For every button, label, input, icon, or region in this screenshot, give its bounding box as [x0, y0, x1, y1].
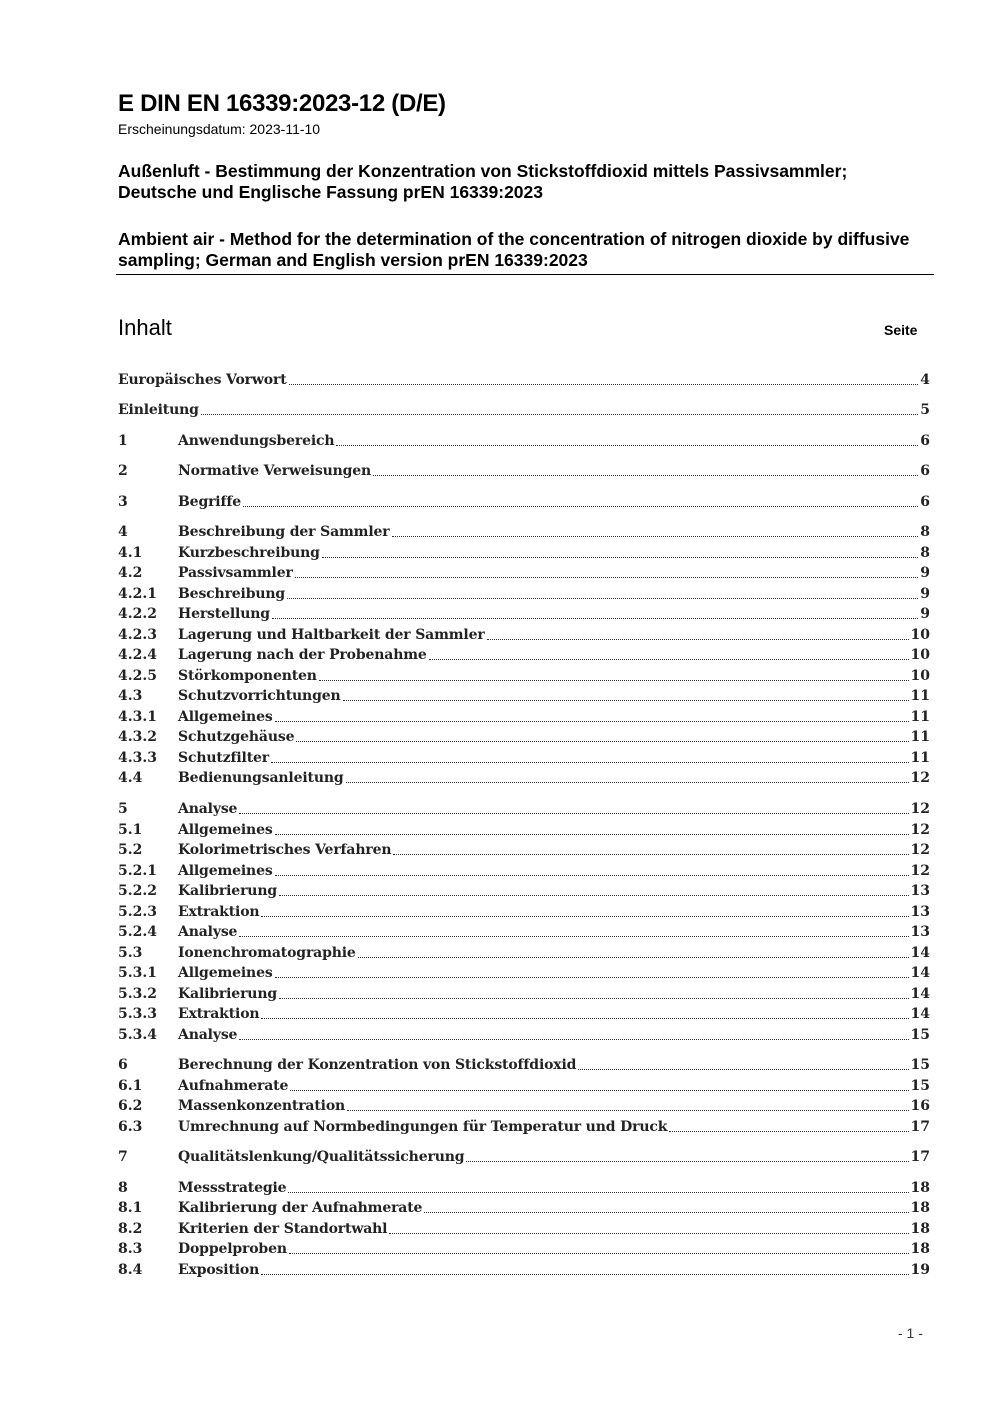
toc-dot-leader	[272, 618, 918, 619]
toc-entry-label: Lagerung und Haltbarkeit der Sammler	[178, 627, 485, 643]
toc-entry[interactable]	[118, 840, 930, 860]
toc-dot-leader	[358, 957, 909, 958]
toc-entry-label: Einleitung	[118, 402, 199, 418]
toc-entry-label: Ionenchromatographie	[178, 945, 356, 961]
toc-dot-leader	[288, 1192, 908, 1193]
toc-entry-label: Allgemeines	[178, 822, 273, 838]
toc-dot-leader	[261, 1018, 908, 1019]
toc-entry[interactable]	[118, 1076, 930, 1096]
toc-dot-leader	[243, 506, 918, 507]
toc-entry[interactable]	[118, 431, 930, 451]
toc-entry[interactable]	[118, 543, 930, 563]
toc-entry[interactable]	[118, 902, 930, 922]
toc-entry[interactable]	[118, 522, 930, 542]
toc-dot-leader	[295, 577, 919, 578]
toc-entry-number: 4.4	[118, 770, 143, 786]
toc-entry-page: 15	[910, 1057, 930, 1073]
page-number: - 1 -	[898, 1325, 923, 1341]
toc-entry-page: 14	[910, 945, 930, 961]
toc-entry-number: 5.2.3	[118, 904, 157, 920]
toc-dot-leader	[429, 659, 909, 660]
toc-entry-page: 12	[910, 801, 930, 817]
toc-entry[interactable]	[118, 563, 930, 583]
toc-entry-page: 17	[910, 1149, 930, 1165]
toc-dot-leader	[343, 700, 909, 701]
toc-entry-label: Kalibrierung der Aufnahmerate	[178, 1200, 423, 1216]
toc-dot-leader	[669, 1131, 908, 1132]
toc-dot-leader	[239, 1039, 908, 1040]
toc-entry-page: 9	[920, 586, 930, 602]
toc-entry[interactable]	[118, 881, 930, 901]
toc-dot-leader	[322, 557, 918, 558]
toc-dot-leader	[393, 854, 908, 855]
toc-entry[interactable]	[118, 666, 930, 686]
toc-dot-leader	[279, 895, 909, 896]
toc-entry[interactable]	[118, 1004, 930, 1024]
toc-entry-label: Normative Verweisungen	[178, 463, 372, 479]
toc-entry[interactable]	[118, 963, 930, 983]
toc-entry-label: Kolorimetrisches Verfahren	[178, 842, 392, 858]
toc-entry-number: 8.1	[118, 1200, 143, 1216]
toc-entry-number: 6.3	[118, 1119, 143, 1135]
toc-entry-page: 12	[910, 822, 930, 838]
toc-entry-label: Schutzvorrichtungen	[178, 688, 341, 704]
toc-entry[interactable]	[118, 1055, 930, 1075]
toc-entry-page: 14	[910, 986, 930, 1002]
toc-entry-label: Messstrategie	[178, 1180, 287, 1196]
toc-dot-leader	[392, 536, 919, 537]
toc-entry-label: Analyse	[178, 1027, 238, 1043]
toc-page-column-label: Seite	[884, 322, 918, 338]
toc-entry[interactable]	[118, 625, 930, 645]
toc-entry-number: 4.2.1	[118, 586, 157, 602]
toc-entry-number: 6.1	[118, 1078, 143, 1094]
toc-dot-leader	[336, 445, 918, 446]
toc-entry-page: 12	[910, 863, 930, 879]
toc-dot-leader	[346, 782, 909, 783]
toc-dot-leader	[578, 1069, 908, 1070]
toc-entry-label: Bedienungsanleitung	[178, 770, 344, 786]
toc-entry[interactable]	[118, 768, 930, 788]
toc-dot-leader	[373, 475, 918, 476]
toc-entry[interactable]	[118, 584, 930, 604]
toc-entry-number: 4.2.5	[118, 668, 157, 684]
toc-entry-number: 8.4	[118, 1262, 143, 1278]
toc-entry-label: Doppelproben	[178, 1241, 287, 1257]
toc-entry-label: Umrechnung auf Normbedingungen für Temperatur und Druck	[178, 1119, 668, 1135]
toc-entry-page: 10	[910, 647, 930, 663]
toc-entry-page: 13	[910, 904, 930, 920]
toc-entry-page: 16	[910, 1098, 930, 1114]
toc-entry-label: Exposition	[178, 1262, 260, 1278]
toc-entry-number: 4.2.2	[118, 606, 157, 622]
toc-entry[interactable]	[118, 1025, 930, 1045]
toc-dot-leader	[319, 680, 909, 681]
toc-entry-page: 9	[920, 606, 930, 622]
toc-entry-page: 4	[920, 372, 930, 388]
toc-entry-page: 12	[910, 842, 930, 858]
toc-dot-leader	[201, 414, 918, 415]
toc-entry-page: 8	[920, 545, 930, 561]
toc-entry-page: 11	[910, 729, 930, 745]
toc-entry[interactable]	[118, 748, 930, 768]
toc-entry-page: 15	[910, 1027, 930, 1043]
toc-entry[interactable]	[118, 984, 930, 1004]
toc-dot-leader	[239, 813, 908, 814]
toc-entry-number: 1	[118, 433, 128, 449]
toc-entry[interactable]	[118, 799, 930, 819]
toc-entry[interactable]	[118, 1096, 930, 1116]
toc-dot-leader	[279, 998, 909, 999]
toc-entry[interactable]	[118, 645, 930, 665]
toc-entry-number: 5.3.1	[118, 965, 157, 981]
toc-entry[interactable]	[118, 1178, 930, 1198]
toc-entry-label: Kriterien der Standortwahl	[178, 1221, 388, 1237]
toc-entry-label: Qualitätslenkung/Qualitätssicherung	[178, 1149, 465, 1165]
toc-entry-page: 11	[910, 750, 930, 766]
toc-entry[interactable]	[118, 1239, 930, 1259]
toc-entry[interactable]	[118, 707, 930, 727]
toc-dot-leader	[287, 598, 918, 599]
toc-entry[interactable]	[118, 922, 930, 942]
toc-entry[interactable]	[118, 1147, 930, 1167]
toc-dot-leader	[275, 834, 909, 835]
toc-entry-page: 6	[920, 433, 930, 449]
toc-entry-label: Analyse	[178, 924, 238, 940]
toc-entry-label: Allgemeines	[178, 863, 273, 879]
toc-entry-label: Beschreibung	[178, 586, 286, 602]
toc-entry-label: Schutzgehäuse	[178, 729, 295, 745]
toc-dot-leader	[271, 762, 908, 763]
toc-entry-number: 4.3.3	[118, 750, 157, 766]
toc-entry-number: 4.2	[118, 565, 143, 581]
toc-entry-label: Kalibrierung	[178, 883, 277, 899]
toc-entry-page: 14	[910, 1006, 930, 1022]
toc-entry-label: Massenkonzentration	[178, 1098, 346, 1114]
toc-entry[interactable]	[118, 1117, 930, 1137]
toc-entry-label: Herstellung	[178, 606, 270, 622]
toc-dot-leader	[289, 384, 919, 385]
toc-entry-label: Beschreibung der Sammler	[178, 524, 390, 540]
toc-entry-number: 8.2	[118, 1221, 143, 1237]
toc-entry-page: 11	[910, 688, 930, 704]
toc-dot-leader	[389, 1233, 908, 1234]
toc-entry-page: 18	[910, 1221, 930, 1237]
toc-entry-page: 14	[910, 965, 930, 981]
toc-entry[interactable]	[118, 727, 930, 747]
toc-entry-page: 6	[920, 463, 930, 479]
toc-dot-leader	[275, 875, 909, 876]
toc-entry-label: Passivsammler	[178, 565, 293, 581]
toc-dot-leader	[239, 936, 908, 937]
header-divider	[116, 274, 934, 275]
toc-entry-number: 5.2.2	[118, 883, 157, 899]
toc-entry[interactable]	[118, 1260, 930, 1280]
toc-entry-label: Kalibrierung	[178, 986, 277, 1002]
toc-entry-page: 19	[910, 1262, 930, 1278]
toc-entry-page: 10	[910, 668, 930, 684]
toc-dot-leader	[466, 1161, 908, 1162]
title-german: Außenluft - Bestimmung der Konzentration von Stickstoffdioxid mittels Passivsammler; Deutsche und Englische Fassung prEN 16339:2023	[118, 161, 848, 202]
toc-entry-number: 5.2.1	[118, 863, 157, 879]
toc-dot-leader	[289, 1253, 909, 1254]
toc-entry-label: Störkomponenten	[178, 668, 317, 684]
toc-entry[interactable]	[118, 370, 930, 390]
toc-entry-page: 6	[920, 494, 930, 510]
toc-entry-label: Allgemeines	[178, 965, 273, 981]
toc-entry-number: 5.3	[118, 945, 143, 961]
toc-entry-number: 4.1	[118, 545, 143, 561]
toc-entry[interactable]	[118, 1198, 930, 1218]
toc-entry-number: 5.3.4	[118, 1027, 157, 1043]
toc-entry-number: 7	[118, 1149, 128, 1165]
toc-entry-number: 4	[118, 524, 128, 540]
toc-entry-label: Analyse	[178, 801, 238, 817]
toc-entry-label: Extraktion	[178, 1006, 260, 1022]
toc-entry-number: 4.2.4	[118, 647, 157, 663]
toc-heading: Inhalt	[118, 315, 172, 340]
toc-entry[interactable]	[118, 820, 930, 840]
title-english: Ambient air - Method for the determination of the concentration of nitrogen dioxide by diffusive sampling; German and English version prEN 16339:2023	[118, 229, 910, 270]
toc-entry-page: 13	[910, 924, 930, 940]
toc-entry-label: Kurzbeschreibung	[178, 545, 320, 561]
toc-entry[interactable]	[118, 492, 930, 512]
toc-entry-page: 17	[910, 1119, 930, 1135]
publication-date: Erscheinungsdatum: 2023-11-10	[118, 121, 321, 137]
toc-entry-page: 13	[910, 883, 930, 899]
toc-entry[interactable]	[118, 686, 930, 706]
toc-entry-number: 6	[118, 1057, 128, 1073]
toc-entry-label: Extraktion	[178, 904, 260, 920]
toc-entry-label: Begriffe	[178, 494, 241, 510]
toc-entry-number: 4.3	[118, 688, 143, 704]
toc-entry-page: 15	[910, 1078, 930, 1094]
toc-entry-label: Allgemeines	[178, 709, 273, 725]
toc-entry-page: 18	[910, 1200, 930, 1216]
toc-entry[interactable]	[118, 943, 930, 963]
toc-entry-page: 8	[920, 524, 930, 540]
toc-entry-page: 18	[910, 1180, 930, 1196]
toc-entry[interactable]	[118, 400, 930, 420]
toc-entry-label: Schutzfilter	[178, 750, 270, 766]
toc-dot-leader	[275, 977, 909, 978]
toc-dot-leader	[261, 1274, 908, 1275]
toc-entry-page: 10	[910, 627, 930, 643]
toc-entry-page: 5	[920, 402, 930, 418]
toc-entry[interactable]	[118, 604, 930, 624]
toc-entry-number: 6.2	[118, 1098, 143, 1114]
toc-entry-number: 5.3.3	[118, 1006, 157, 1022]
toc-entry-number: 8	[118, 1180, 128, 1196]
toc-entry-label: Europäisches Vorwort	[118, 372, 287, 388]
toc-entry-number: 5	[118, 801, 128, 817]
toc-entry-number: 2	[118, 463, 128, 479]
toc-entry-label: Anwendungsbereich	[178, 433, 335, 449]
toc-entry-page: 11	[910, 709, 930, 725]
toc-entry-page: 18	[910, 1241, 930, 1257]
toc-dot-leader	[290, 1090, 908, 1091]
toc-entry-number: 4.2.3	[118, 627, 157, 643]
toc-dot-leader	[275, 721, 909, 722]
toc-dot-leader	[487, 639, 909, 640]
toc-dot-leader	[424, 1212, 908, 1213]
toc-dot-leader	[261, 916, 908, 917]
toc-entry-label: Berechnung der Konzentration von Stickstoffdioxid	[178, 1057, 577, 1073]
toc-entry[interactable]	[118, 1219, 930, 1239]
toc-entry-label: Lagerung nach der Probenahme	[178, 647, 427, 663]
toc-entry[interactable]	[118, 861, 930, 881]
toc-dot-leader	[296, 741, 908, 742]
toc-entry-label: Aufnahmerate	[178, 1078, 289, 1094]
toc-entry-number: 5.3.2	[118, 986, 157, 1002]
toc-entry-page: 9	[920, 565, 930, 581]
toc-entry-number: 5.2.4	[118, 924, 157, 940]
document-id: E DIN EN 16339:2023-12 (D/E)	[118, 90, 446, 117]
toc-entry-number: 5.2	[118, 842, 143, 858]
toc-entry-number: 4.3.2	[118, 729, 157, 745]
toc-dot-leader	[347, 1110, 908, 1111]
toc-entry-number: 5.1	[118, 822, 143, 838]
toc-entry-page: 12	[910, 770, 930, 786]
toc-entry-number: 8.3	[118, 1241, 143, 1257]
toc-entry-number: 3	[118, 494, 128, 510]
toc-entry[interactable]	[118, 461, 930, 481]
toc-entry-number: 4.3.1	[118, 709, 157, 725]
